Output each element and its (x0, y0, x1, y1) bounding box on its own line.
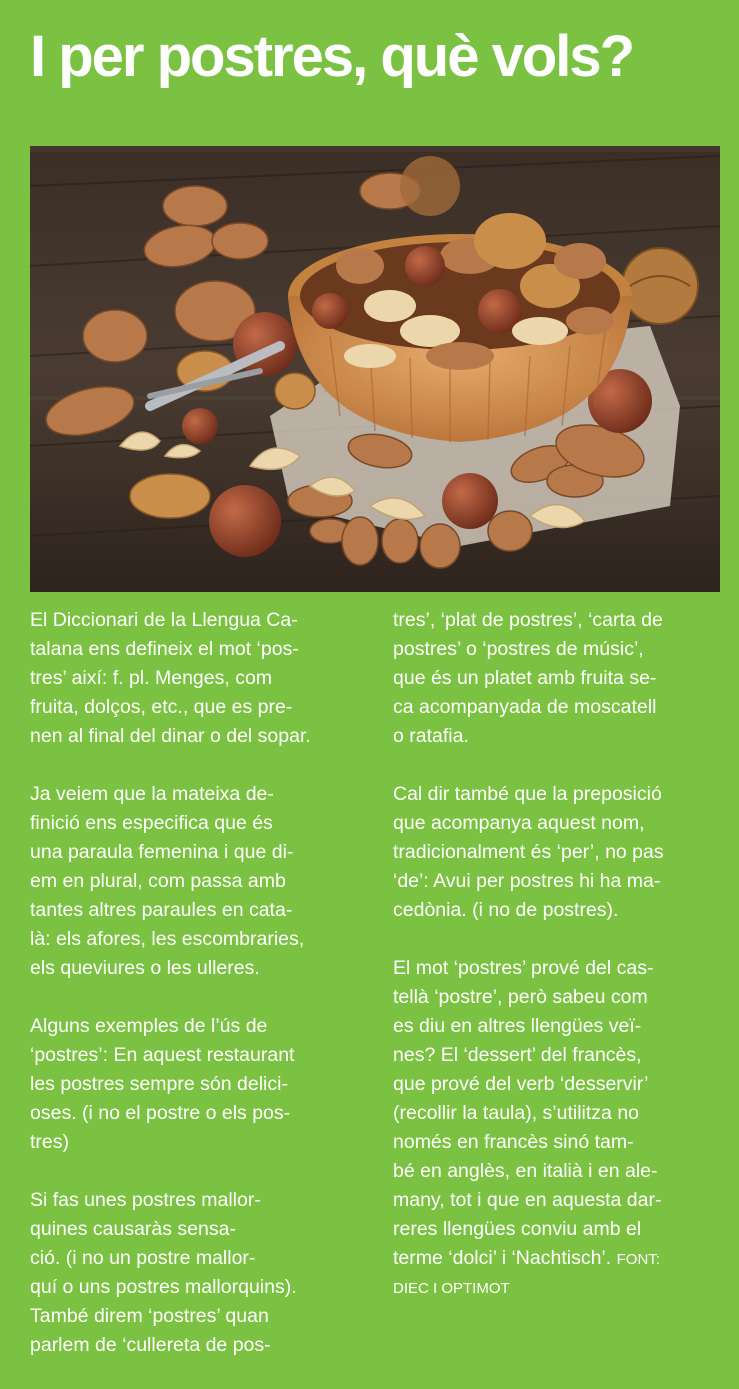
text-line: ‘postres’: En aquest restaurant (30, 1044, 295, 1066)
text-line: els queviures o les ulleres. (30, 957, 260, 979)
text-line: El Diccionari de la Llengua Ca- (30, 609, 298, 631)
text-line: tantes altres paraules en cata- (30, 899, 293, 921)
text-line: em en plural, com passa amb (30, 870, 286, 892)
right-text-column (393, 606, 721, 1303)
page-title: I per postres, què vols? (30, 24, 634, 89)
text-line: només en francès sinó tam- (393, 1131, 634, 1153)
text-line: que acompanya aquest nom, (393, 812, 645, 834)
text-line: (recollir la taula), s’utilitza no (393, 1102, 640, 1124)
text-line: tres’ així: f. pl. Menges, com (30, 667, 273, 689)
text-line: les postres sempre són delici- (30, 1073, 288, 1095)
text-line: una paraula femenina i que di- (30, 841, 294, 863)
source-label: FONT: (616, 1251, 660, 1268)
text-line-with-source (393, 1244, 721, 1274)
text-line: parlem de ‘cullereta de pos- (30, 1334, 271, 1356)
text-line: terme ‘dolci’ i ‘Nachtisch’. (393, 1247, 612, 1269)
text-line: tellà ‘postre’, però sabeu com (393, 986, 648, 1008)
text-line: nen al final del dinar o del sopar. (30, 725, 311, 747)
text-line: Ja veiem que la mateixa de- (30, 783, 274, 805)
text-line: ció. (i no un postre mallor- (30, 1247, 256, 1269)
text-line: fruita, dolços, etc., que es pre- (30, 696, 293, 718)
text-line: El mot ‘postres’ prové del cas- (393, 957, 654, 979)
text-line: many, tot i que en aquesta dar- (393, 1189, 662, 1211)
text-line: que prové del verb ‘desservir’ (393, 1073, 649, 1095)
text-line: També direm ‘postres’ quan (30, 1305, 269, 1327)
text-line: cedònia. (i no de postres). (393, 899, 619, 921)
left-text-column (30, 606, 358, 1360)
text-line: tradicionalment és ‘per’, no pas (393, 841, 664, 863)
text-line: ‘de’: Avui per postres hi ha ma- (393, 870, 661, 892)
text-line: là: els afores, les escombraries, (30, 928, 305, 950)
text-line: bé en anglès, en italià i en ale- (393, 1160, 658, 1182)
text-line: nes? El ‘dessert’ del francès, (393, 1044, 642, 1066)
text-line: Alguns exemples de l’ús de (30, 1015, 268, 1037)
text-line: tres’, ‘plat de postres’, ‘carta de (393, 609, 663, 631)
text-line: postres’ o ‘postres de músic’, (393, 638, 644, 660)
text-line: talana ens defineix el mot ‘pos- (30, 638, 299, 660)
text-line: oses. (i no el postre o els pos- (30, 1102, 291, 1124)
text-line: Si fas unes postres mallor- (30, 1189, 261, 1211)
text-line: o ratafia. (393, 725, 469, 747)
text-line: quines causaràs sensa- (30, 1218, 236, 1240)
nuts-bowl-photo (30, 146, 720, 592)
text-line: Cal dir també que la preposició (393, 783, 662, 805)
text-line: finició ens especifica que és (30, 812, 273, 834)
text-line: reres llengües conviu amb el (393, 1218, 642, 1240)
text-line: quí o uns postres mallorquins). (30, 1276, 297, 1298)
text-line: tres) (30, 1131, 69, 1153)
text-line: ca acompanyada de moscatell (393, 696, 657, 718)
source-text: DIEC I OPTIMOT (393, 1280, 510, 1297)
text-line: es diu en altres llengües veï- (393, 1015, 642, 1037)
text-line: que és un platet amb fruita se- (393, 667, 657, 689)
